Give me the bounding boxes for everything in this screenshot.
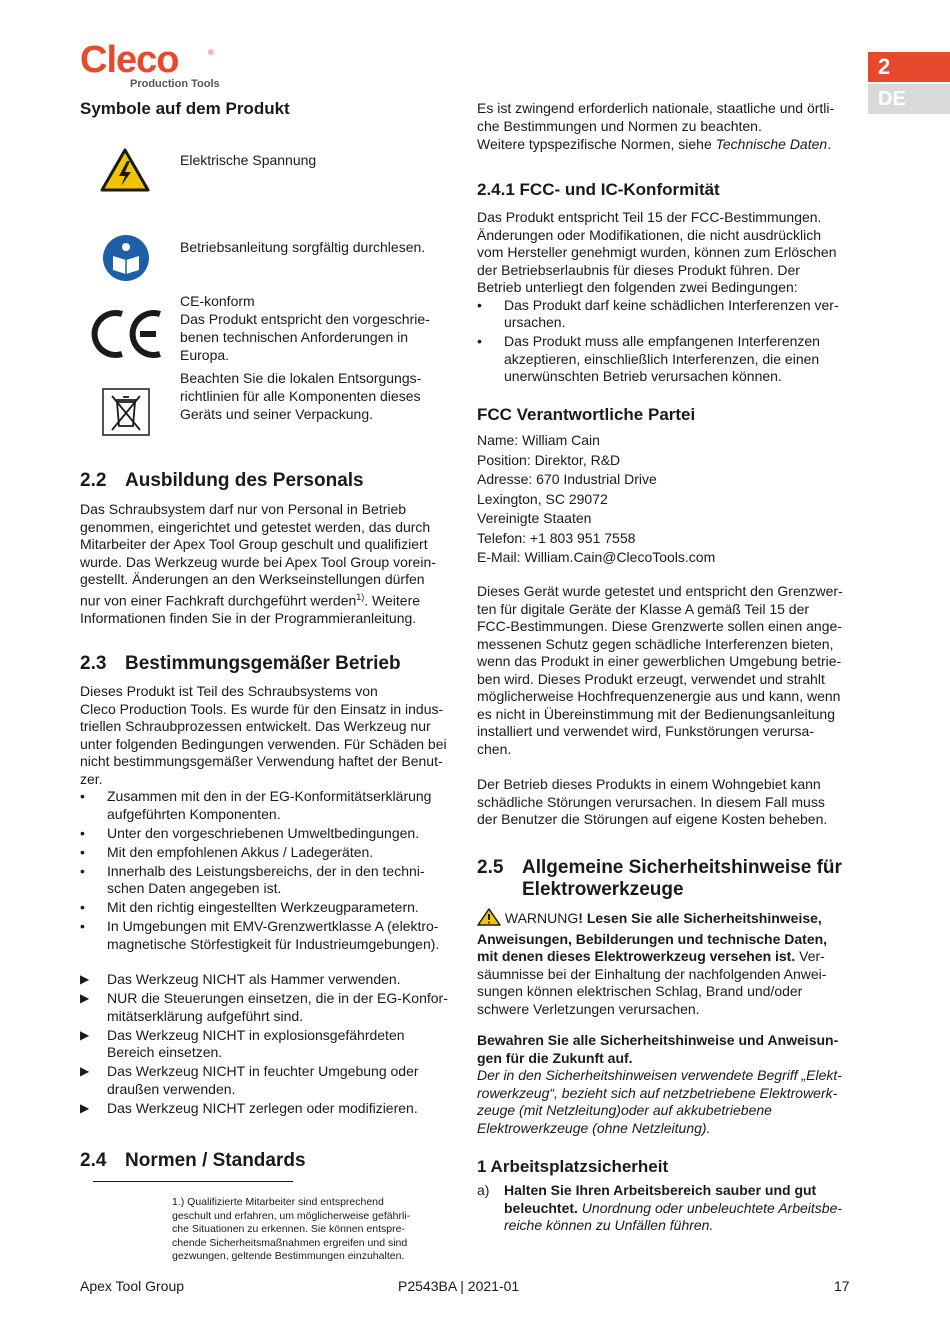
instruction-item (80, 971, 460, 989)
text-line: Betrieb unterliegt den folgenden zwei Bedingungen: (477, 279, 798, 295)
instruction-item (80, 1027, 460, 1062)
text-line: schen Daten angegeben ist. (107, 880, 282, 896)
bullet-mark: • (80, 918, 85, 934)
text-line: FCC-Bestimmungen. Diese Grenzwerte sollen einen ange- (477, 618, 842, 634)
text-line: Das Schraubsystem darf nur von Personal in Betrieb (80, 501, 407, 517)
text-line: Das Werkzeug NICHT in explosionsgefährdeten (107, 1026, 405, 1043)
footer-document-id: P2543BA | 2021-01 (398, 1278, 520, 1294)
fcc-name: Name: William Cain (477, 432, 600, 448)
text-span: nur von einer Fachkraft durchgeführt werden (80, 592, 357, 609)
section-2-3-heading (80, 653, 401, 675)
text-line: Cleco Production Tools. Es wurde für den Einsatz in indus- (80, 700, 444, 717)
warning-word: WARNUNG (504, 910, 579, 926)
text-span: mit denen dieses Elektrowerkzeug versehen ist. (477, 948, 796, 964)
section-number: 2.3 (80, 653, 107, 674)
text-line: sungen können elektrischen Schlag, Brand und/oder (477, 983, 803, 999)
footnote (172, 1196, 410, 1264)
text-line: Elektrowerkzeuge (ohne Netzleitung). (477, 1119, 711, 1136)
text-line: mitätserklärung aufgeführt sind. (107, 1007, 304, 1024)
instruction-item (80, 1100, 460, 1118)
fcc-party-details (477, 431, 715, 568)
text-line: Das Produkt entspricht Teil 15 der FCC-Bestimmungen. (477, 209, 822, 225)
footnote-line: che Situationen zu erkennen. Sie können entspre- (172, 1223, 405, 1235)
footer-company: Apex Tool Group (80, 1278, 185, 1294)
list-item (80, 918, 460, 953)
text-line: rowerkzeug“, bezieht sich auf netzbetriebene Elektrowerk- (477, 1084, 838, 1101)
list-item (80, 844, 460, 862)
text-line: Das Werkzeug NICHT in feuchter Umgebung oder (107, 1063, 419, 1079)
section-title-line: Allgemeine Sicherheitshinweise für (522, 857, 842, 878)
workplace-safety-heading: 1 Arbeitsplatzsicherheit (477, 1157, 669, 1176)
list-item (477, 333, 857, 386)
list-item (80, 825, 460, 843)
section-title: Bestimmungsgemäßer Betrieb (125, 653, 401, 674)
list-item (80, 863, 460, 898)
text-line (504, 1200, 857, 1218)
section-2-2-heading (80, 470, 364, 492)
fcc-position: Position: Direktor, R&D (477, 451, 621, 468)
section-number: 2.5 (477, 857, 504, 878)
bullet-mark: • (477, 333, 482, 349)
footnote-divider (93, 1181, 293, 1182)
list-item (477, 1182, 857, 1235)
text-line: Mit den richtig eingestellten Werkzeugparametern. (107, 899, 419, 915)
read-manual-icon (102, 234, 150, 287)
crossed-bin-icon (102, 388, 150, 441)
list-item (477, 297, 857, 332)
arrow-mark: ▶ (80, 1027, 90, 1042)
section-2-4-1-text (477, 209, 857, 386)
text-line: In Umgebungen mit EMV-Grenzwertklasse A (elektro- (107, 918, 439, 934)
text-line: Halten Sie Ihren Arbeitsbereich sauber und gut (504, 1182, 817, 1198)
section-2-4-1-heading: 2.4.1 FCC- und IC-Konformität (477, 180, 720, 199)
text-line: schädliche Störungen verursachen. In diesem Fall muss (477, 793, 825, 810)
bullet-mark: • (80, 899, 85, 915)
bullet-mark: • (80, 824, 85, 841)
disposal-line-1: Beachten Sie die lokalen Entsorgungs- (180, 370, 422, 386)
section-title: Normen / Standards (125, 1150, 306, 1171)
section-2-3-text (80, 683, 460, 1117)
footnote-line: gezwungen, geltende Bestimmungen einzuhalten. (172, 1250, 405, 1262)
ce-line-4: Europa. (180, 347, 230, 363)
list-item (80, 899, 460, 917)
keep-instructions-block (477, 1032, 842, 1137)
registered-mark: ® (208, 48, 214, 57)
disposal-line-2: richtlinien für alle Komponenten dieses (180, 388, 421, 404)
section-title: Ausbildung des Personals (125, 470, 364, 491)
fcc-address: Adresse: 670 Industrial Drive (477, 471, 657, 487)
section-number: 2.2 (80, 470, 107, 491)
text-line: ten für digitale Geräte der Klasse A gemäß Teil 15 der (477, 600, 810, 617)
ce-line-1: CE-konform (180, 293, 255, 309)
text-line: Mitarbeiter der Apex Tool Group geschult und qualifiziert (80, 536, 428, 552)
text-span: Unordnung oder unbeleuchtete Arbeitsbe- (577, 1199, 843, 1216)
text-line: Informationen finden Sie in der Programmieranleitung. (80, 609, 417, 626)
warning-triangle-icon (477, 908, 501, 931)
workplace-safety-text (477, 1182, 857, 1235)
fcc-party-heading: FCC Verantwortliche Partei (477, 405, 696, 424)
text-line: Das Produkt darf keine schädlichen Interferenzen ver- (504, 296, 839, 313)
text-span: ! Lesen Sie alle Sicherheitshinweise, (578, 910, 822, 926)
bullet-mark: • (477, 296, 482, 313)
residential-text (477, 776, 827, 829)
text-line (477, 136, 834, 154)
footer-page-number: 17 (834, 1278, 850, 1294)
ce-line-3: benen technischen Anforderungen in (180, 329, 409, 345)
standards-text (477, 100, 834, 154)
text-line: zeuge (mit Netzleitung)oder auf akkubetriebene (477, 1102, 772, 1118)
text-line: NUR die Steuerungen einsetzen, die in der EG-Konfor- (107, 990, 448, 1006)
text-line (80, 589, 436, 610)
warning-block (477, 908, 857, 1018)
text-line: draußen verwenden. (107, 1080, 236, 1097)
bullet-mark: • (80, 862, 85, 879)
text-line: gestellt. Änderungen an den Werkseinstellungen dürfen (80, 571, 425, 587)
symbol-ce-text (180, 292, 430, 364)
text-span: Ver- (795, 948, 825, 964)
footnote-ref: 1) (356, 591, 365, 602)
arrow-mark: ▶ (80, 1100, 90, 1115)
language-tab: DE (868, 84, 950, 114)
text-line: chen. (477, 740, 512, 757)
text-line: Der in den Sicherheitshinweisen verwendete Begriff „Elekt- (477, 1067, 842, 1083)
text-line: der Betriebserlaubnis für dieses Produkt führen. Der (477, 261, 800, 278)
text-line: vom Hersteller genehmigt wurden, können zum Erlöschen (477, 244, 837, 260)
text-line: Mit den empfohlenen Akkus / Ladegeräten. (107, 843, 374, 860)
section-number: 2.4 (80, 1150, 107, 1171)
text-line: installiert und verwendet wird, Funkstörungen verursa- (477, 723, 814, 739)
text-line: nicht bestimmungsgemäßer Verwendung haftet der Benut- (80, 753, 443, 769)
text-line: Dieses Gerät wurde getestet und entspricht den Grenzwer- (477, 583, 843, 599)
bullet-mark: • (80, 788, 85, 804)
fcc-phone: Telefon: +1 803 951 7558 (477, 529, 636, 546)
text-span: beleuchtet. (504, 1199, 578, 1216)
item-label: a) (477, 1182, 490, 1198)
brand-tagline: Production Tools (130, 78, 220, 90)
text-line: es nicht in Übereinstimmung mit der Bedienungsanleitung (477, 705, 835, 722)
text-line: ben wird. Dieses Produkt erzeugt, verwendet und strahlt (477, 670, 825, 687)
fcc-class-a-text (477, 583, 843, 758)
text-line: Dieses Produkt ist Teil des Schraubsystems von (80, 683, 378, 699)
arrow-mark: ▶ (80, 991, 90, 1005)
text-line: Anweisungen, Bebilderungen und technische Daten, (477, 930, 828, 947)
text-line: gen für die Zukunft auf. (477, 1049, 633, 1066)
arrow-mark: ▶ (80, 972, 90, 986)
footnote-line: geschult und erfahren, um möglicherweise gefährli- (172, 1209, 411, 1222)
tech-data-reference: Technische Daten (715, 136, 828, 152)
ce-line-2: Das Produkt entspricht den vorgeschrie- (180, 311, 430, 327)
symbol-disposal-text (180, 369, 421, 423)
text-line: Bewahren Sie alle Sicherheitshinweise und Anweisun- (477, 1032, 839, 1048)
section-2-2-text (80, 501, 436, 627)
text-line (477, 908, 857, 931)
text-line: Es ist zwingend erforderlich nationale, staatliche und örtli- (477, 100, 835, 116)
text-span: . (827, 136, 832, 152)
text-line: aufgeführten Komponenten. (107, 805, 281, 822)
text-line: messenen Schutz gegen schädliche Interferenzen bieten, (477, 635, 834, 652)
disposal-line-3: Geräts und seiner Verpackung. (180, 406, 374, 422)
text-line: ursachen. (504, 314, 566, 330)
text-line: Innerhalb des Leistungsbereichs, der in den techni- (107, 862, 425, 879)
text-line: schwere Verletzungen verursachen. (477, 1000, 700, 1017)
electrical-warning-icon (100, 148, 150, 197)
brand-logo: Cleco (80, 39, 179, 81)
fcc-city: Lexington, SC 29072 (477, 490, 608, 507)
fcc-country: Vereinigte Staaten (477, 510, 592, 526)
text-line: säumnisse bei der Einhaltung der nachfolgenden Anwei- (477, 965, 827, 982)
text-span: . Weitere (364, 592, 421, 609)
symbols-heading: Symbole auf dem Produkt (80, 99, 290, 118)
arrow-mark: ▶ (80, 1064, 90, 1078)
text-line (477, 948, 857, 966)
text-line: unerwünschten Betrieb verursachen können. (504, 368, 782, 384)
list-item (80, 788, 460, 823)
text-line: Bereich einsetzen. (107, 1044, 223, 1060)
text-line: zer. (80, 770, 103, 787)
section-title-line: Elektrowerkzeuge (522, 879, 684, 900)
text-span: Weitere typspezifische Normen, siehe (477, 136, 716, 152)
footnote-line: chende Sicherheitsmaßnahmen ergreifen und sind (172, 1236, 408, 1249)
text-line: genommen, eingerichtet und getestet werden, das durch (80, 518, 431, 535)
ce-mark-icon (90, 308, 164, 365)
text-line: Das Werkzeug NICHT zerlegen oder modifizieren. (107, 1099, 418, 1116)
text-line: Zusammen mit den in der EG-Konformitätserklärung (107, 788, 432, 804)
bullet-mark: • (80, 843, 85, 860)
symbol-electrical-label: Elektrische Spannung (180, 152, 317, 168)
text-line: wenn das Produkt in einer gewerblichen Umgebung betrie- (477, 653, 842, 669)
text-line: Das Produkt muss alle empfangenen Interferenzen (504, 333, 820, 349)
text-line: wurde. Das Werkzeug wurde bei Apex Tool Group vorein- (80, 553, 436, 570)
text-line: magnetische Störfestigkeit für Industrieumgebungen). (107, 935, 440, 952)
text-line: unter folgenden Bedingungen verwenden. Für Schäden bei (80, 735, 447, 752)
footnote-line: 1.) Qualifizierte Mitarbeiter sind entsprechend (172, 1196, 384, 1208)
instruction-item (80, 990, 460, 1025)
instruction-item (80, 1063, 460, 1098)
section-2-5-heading (477, 857, 842, 901)
text-line: che Bestimmungen und Normen zu beachten. (477, 117, 762, 134)
text-line: Unter den vorgeschriebenen Umweltbedingungen. (107, 824, 420, 841)
text-line: triellen Schraubprozessen entwickelt. Das Werkzeug nur (80, 718, 431, 734)
text-line: Das Werkzeug NICHT als Hammer verwenden. (107, 971, 401, 987)
section-2-4-heading (80, 1150, 306, 1172)
text-line: Der Betrieb dieses Produkts in einem Wohngebiet kann (477, 776, 821, 792)
symbol-manual-label: Betriebsanleitung sorgfältig durchlesen. (180, 239, 426, 255)
text-line: akzeptieren, einschließlich Interferenzen, die einen (504, 350, 820, 367)
chapter-tab-number: 2 (868, 52, 950, 82)
text-line: reiche können zu Unfällen führen. (504, 1217, 714, 1233)
fcc-email: E-Mail: William.Cain@ClecoTools.com (477, 549, 716, 565)
text-line: Änderungen oder Modifikationen, die nicht ausdrücklich (477, 226, 821, 243)
text-line: der Benutzer die Störungen auf eigene Kosten beheben. (477, 811, 828, 827)
text-line: möglicherweise Hochfrequenzenergie aus und kann, wenn (477, 688, 841, 704)
